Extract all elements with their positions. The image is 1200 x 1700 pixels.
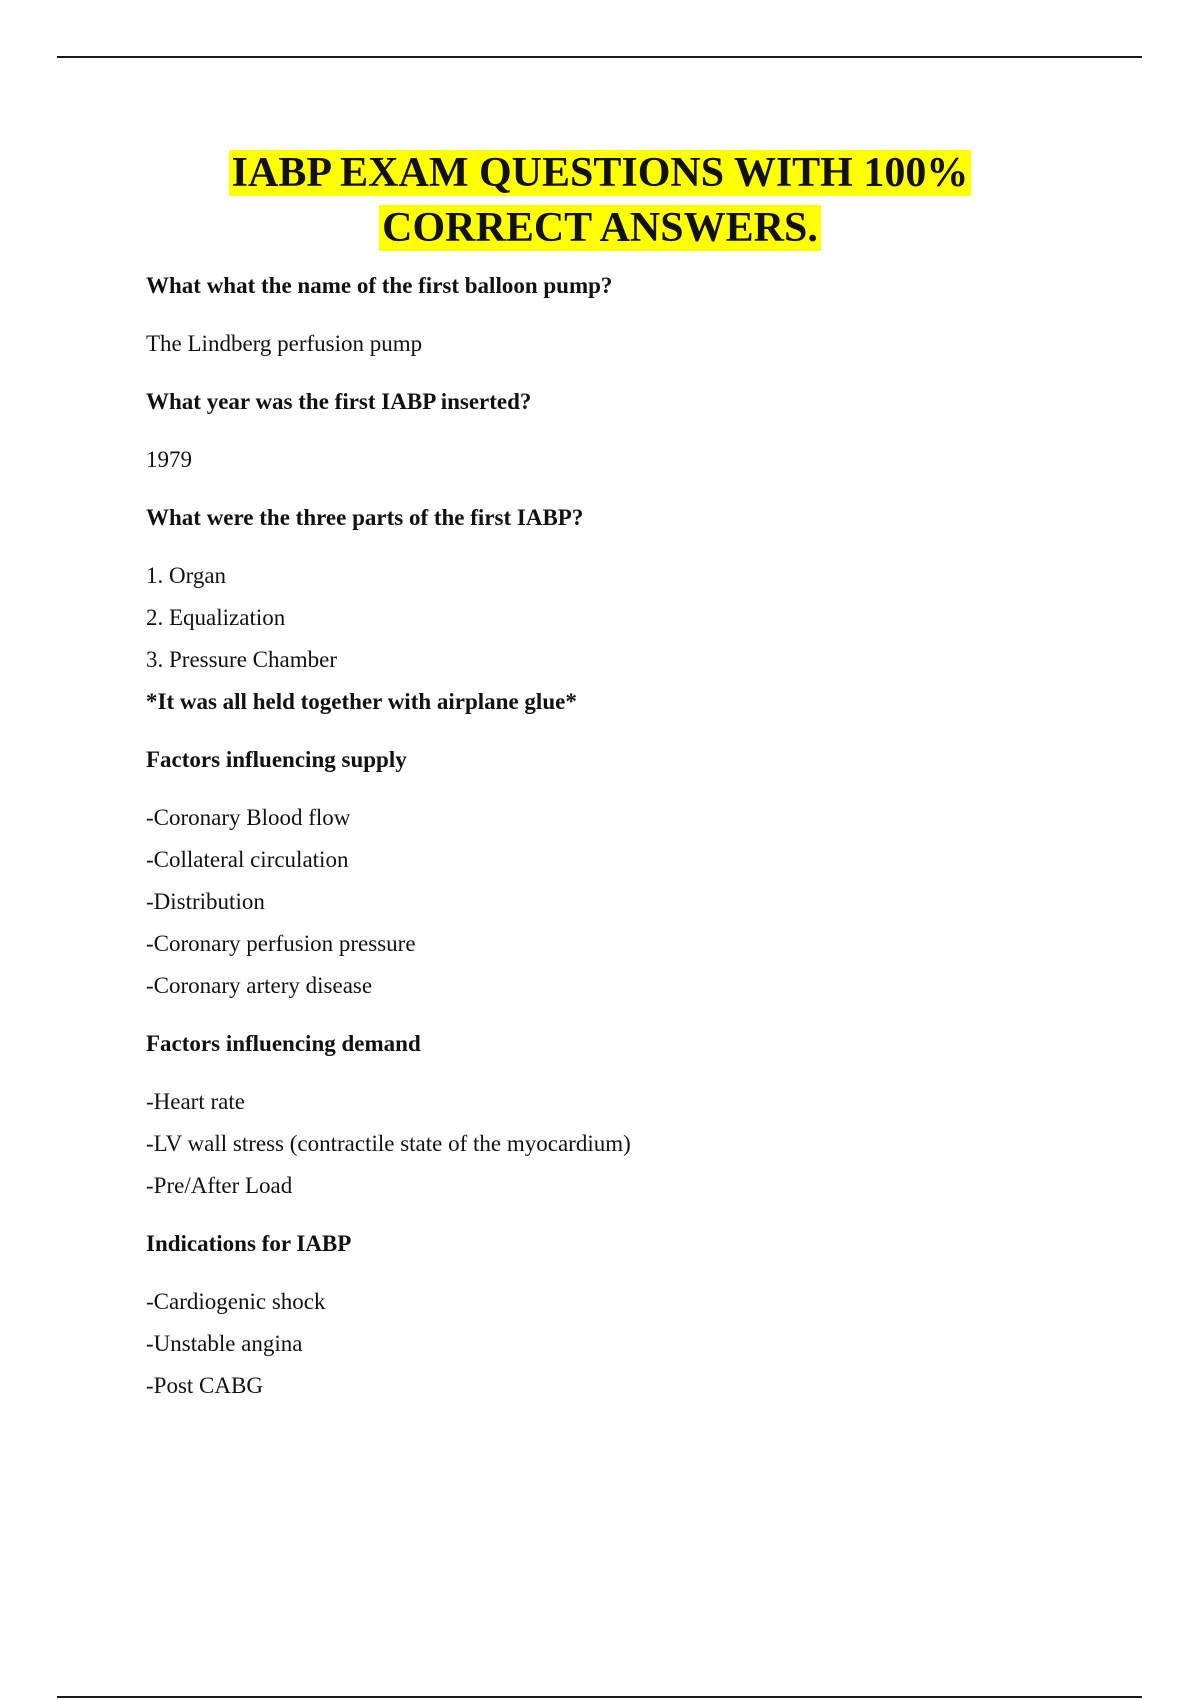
answer-6-3: -Post CABG xyxy=(146,1373,263,1398)
question-3: What were the three parts of the first IABP? xyxy=(146,505,584,530)
answer-3-3: 3. Pressure Chamber xyxy=(146,647,337,672)
answer-3-1: 1. Organ xyxy=(146,563,227,588)
title-line-1: IABP EXAM QUESTIONS WITH 100% xyxy=(229,150,972,196)
answer-2-1: 1979 xyxy=(146,447,192,472)
question-2: What year was the first IABP inserted? xyxy=(146,389,532,414)
document-body xyxy=(146,268,1106,1404)
answer-4-1: -Coronary Blood flow xyxy=(146,805,351,830)
answer-5-1: -Heart rate xyxy=(146,1089,245,1114)
top-divider xyxy=(57,56,1142,58)
document-title xyxy=(0,146,1200,256)
answer-3-2: 2. Equalization xyxy=(146,605,286,630)
answer-1-1: The Lindberg perfusion pump xyxy=(146,331,423,356)
bottom-divider xyxy=(57,1696,1142,1698)
answer-6-1: -Cardiogenic shock xyxy=(146,1289,326,1314)
note-3: *It was all held together with airplane glue* xyxy=(146,689,577,714)
answer-4-3: -Distribution xyxy=(146,889,265,914)
question-6: Indications for IABP xyxy=(146,1231,352,1256)
answer-4-4: -Coronary perfusion pressure xyxy=(146,931,416,956)
answer-4-5: -Coronary artery disease xyxy=(146,973,373,998)
question-5: Factors influencing demand xyxy=(146,1031,421,1056)
answer-5-2: -LV wall stress (contractile state of the myocardium) xyxy=(146,1131,631,1156)
question-1: What what the name of the first balloon pump? xyxy=(146,273,613,298)
answer-5-3: -Pre/After Load xyxy=(146,1173,293,1198)
title-line-2: CORRECT ANSWERS. xyxy=(379,205,821,251)
answer-4-2: -Collateral circulation xyxy=(146,847,349,872)
question-4: Factors influencing supply xyxy=(146,747,407,772)
answer-6-2: -Unstable angina xyxy=(146,1331,303,1356)
